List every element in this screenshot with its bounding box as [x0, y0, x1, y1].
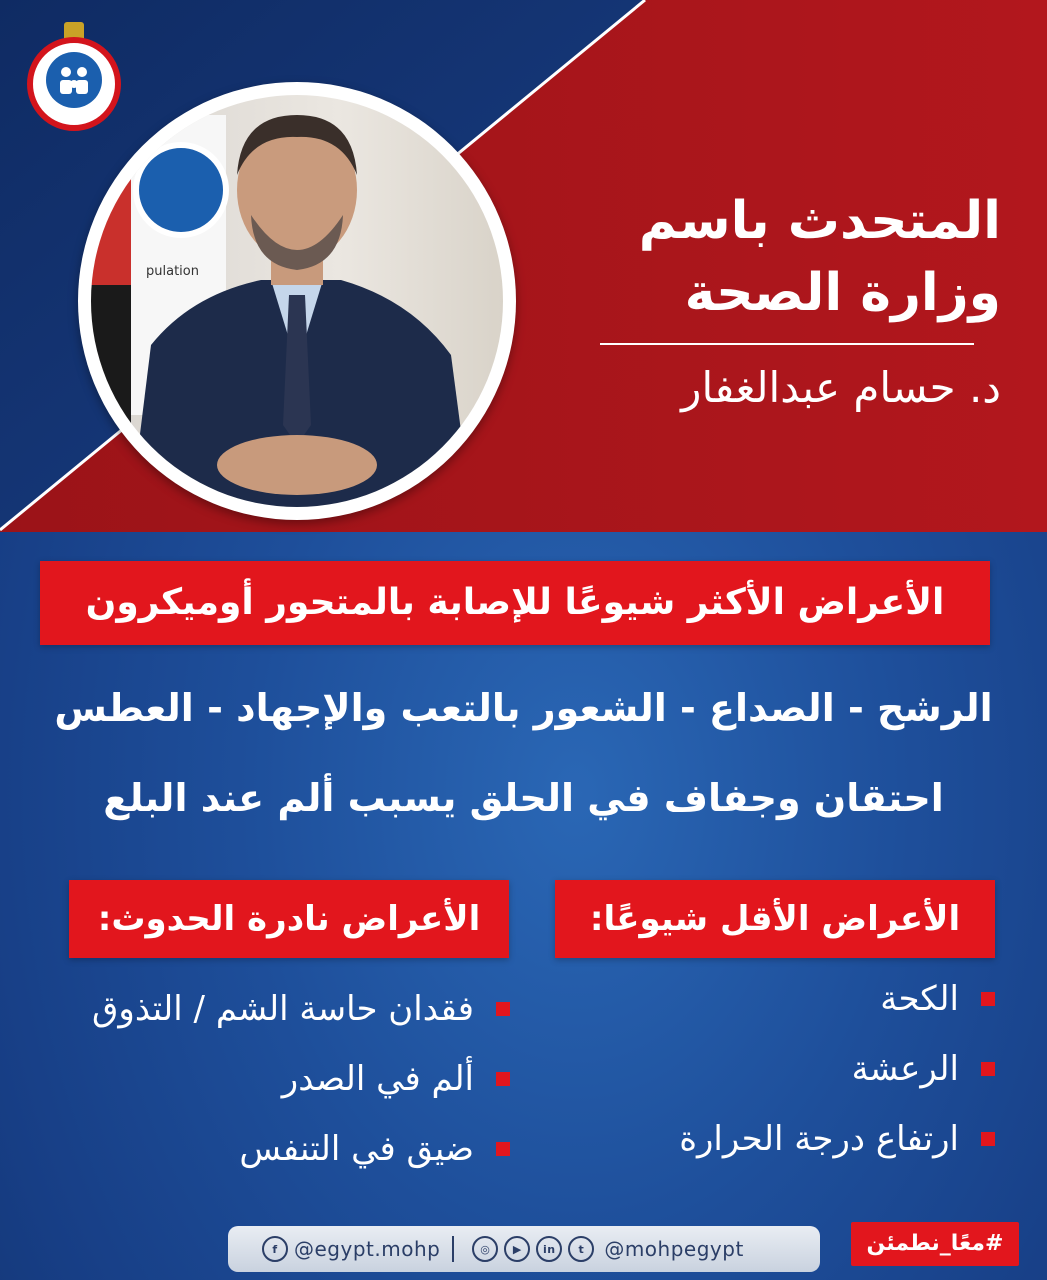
list-item-label: ارتفاع درجة الحرارة: [679, 1119, 959, 1159]
list-item: [239, 1125, 510, 1173]
list-item-label: ألم في الصدر: [281, 1059, 474, 1099]
rare-list: [40, 985, 510, 1185]
list-item: [282, 1055, 510, 1103]
facebook-icon[interactable]: f: [262, 1236, 288, 1262]
common-symptoms-line-1: الرشح - الصداع - الشعور بالتعب والإجهاد - العطس: [54, 686, 993, 730]
twitter-icon[interactable]: t: [568, 1236, 594, 1262]
speaker-name: د. حسام عبدالغفار: [681, 363, 1001, 412]
list-item-label: فقدان حاسة الشم / التذوق: [92, 989, 474, 1029]
social-bar: [228, 1226, 820, 1272]
youtube-icon[interactable]: ▶: [504, 1236, 530, 1262]
bullet-square-icon: [496, 1142, 510, 1156]
facebook-handle[interactable]: @egypt.mohp: [294, 1237, 441, 1261]
list-item: [880, 975, 995, 1023]
page-title: [541, 185, 1001, 329]
list-item-label: الرعشة: [851, 1049, 959, 1089]
rare-heading: الأعراض نادرة الحدوث:: [69, 880, 509, 958]
linkedin-icon[interactable]: in: [536, 1236, 562, 1262]
list-item: [852, 1045, 995, 1093]
speaker-photo: [91, 95, 503, 507]
instagram-icon[interactable]: ◎: [472, 1236, 498, 1262]
list-item-label: الكحة: [880, 979, 959, 1019]
list-item: [92, 985, 510, 1033]
common-symptoms-line-2: احتقان وجفاف في الحلق يسبب ألم عند البلع: [103, 776, 944, 820]
title-divider: [600, 343, 974, 345]
bullet-square-icon: [981, 1062, 995, 1076]
less-common-heading: الأعراض الأقل شيوعًا:: [555, 880, 995, 958]
bullet-square-icon: [496, 1002, 510, 1016]
ministry-logo: [24, 20, 124, 132]
bullet-square-icon: [496, 1072, 510, 1086]
bullet-square-icon: [981, 1132, 995, 1146]
speaker-portrait-icon: [91, 95, 503, 507]
list-item-label: ضيق في التنفس: [239, 1129, 474, 1169]
hashtag-badge: #معًا_نطمئن: [851, 1222, 1019, 1266]
social-handle[interactable]: @mohpegypt: [604, 1237, 744, 1261]
main-heading-banner: الأعراض الأكثر شيوعًا للإصابة بالمتحور أوميكرون: [40, 561, 990, 645]
title-line-1: المتحدث باسم: [638, 191, 1001, 251]
svg-text:pulation: pulation: [146, 264, 199, 279]
title-line-2: وزارة الصحة: [684, 263, 1001, 323]
list-item: [679, 1115, 995, 1163]
less-common-list: [555, 975, 995, 1175]
divider: [452, 1236, 454, 1262]
bullet-square-icon: [981, 992, 995, 1006]
